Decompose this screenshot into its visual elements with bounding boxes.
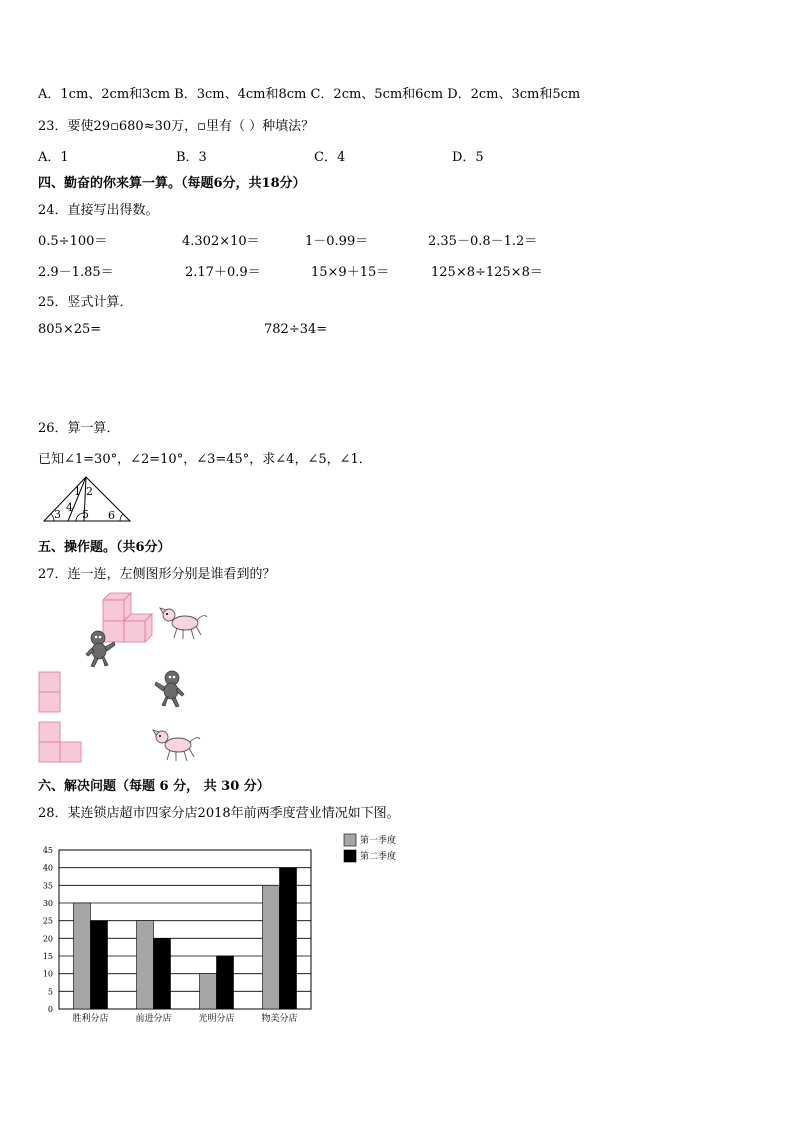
section-5-heading: 五、操作题。（共6分） <box>38 540 171 555</box>
q25-item: 782÷34= <box>264 322 328 337</box>
bar-series1 <box>137 921 154 1009</box>
q26-stem: 26．算一算． <box>38 421 120 436</box>
q25-item: 805×25= <box>38 322 102 337</box>
q24-item: 4.302×10＝ <box>182 234 260 249</box>
q23-option-c: C．4 <box>314 150 346 165</box>
x-tick-label: 物美分店 <box>261 1014 298 1024</box>
bar-series1 <box>200 974 217 1009</box>
x-tick-label: 胜利分店 <box>72 1014 109 1024</box>
dog-figure <box>152 727 202 763</box>
monkey-figure <box>152 670 186 708</box>
y-tick-label: 0 <box>47 1005 53 1014</box>
angle-label-3: 3 <box>54 508 61 521</box>
q26-given: 已知∠1=30°，∠2=10°，∠3=45°，求∠4，∠5，∠1． <box>38 452 372 467</box>
dog-figure <box>159 605 209 641</box>
angle-label-6: 6 <box>108 509 115 522</box>
q24-item: 125×8÷125×8＝ <box>431 265 543 280</box>
q24-item: 2.9－1.85＝ <box>38 265 114 280</box>
q23-option-d: D．5 <box>452 150 484 165</box>
y-tick-label: 25 <box>42 916 53 926</box>
y-tick-label: 30 <box>42 899 53 908</box>
x-tick-label: 光明分店 <box>198 1014 235 1024</box>
bar-series2 <box>217 956 234 1009</box>
angle-label-5: 5 <box>82 508 89 521</box>
x-tick-label: 前进分店 <box>135 1014 172 1024</box>
q24-item: 2.35－0.8－1.2＝ <box>428 234 538 249</box>
y-tick-label: 35 <box>42 881 53 891</box>
q27-stem: 27．连一连，左侧图形分别是谁看到的？ <box>38 567 276 582</box>
q24-item: 15×9＋15＝ <box>311 265 390 280</box>
y-tick-label: 5 <box>47 987 53 997</box>
q23-stem: 23．要使29▫680≈30万，▫里有（ ）种填法？ <box>38 119 315 134</box>
y-tick-label: 45 <box>42 846 53 855</box>
legend-swatch <box>344 834 356 846</box>
angle-label-1: 1 <box>74 485 81 498</box>
bar-series1 <box>263 885 280 1009</box>
q24-item: 2.17＋0.9＝ <box>185 265 261 280</box>
q24-stem: 24．直接写出得数。 <box>38 203 159 218</box>
bar-series2 <box>91 921 108 1009</box>
legend-swatch <box>344 850 356 862</box>
y-tick-label: 15 <box>42 952 53 961</box>
q22-options: A．1cm、2cm和3cm B．3cm、4cm和8cm C．2cm、5cm和6cm D．2cm、3cm和5cm <box>38 87 581 102</box>
section-4-heading: 四、勤奋的你来算一算。（每题6分，共18分） <box>38 176 306 191</box>
monkey-figure <box>84 630 118 668</box>
angle-label-2: 2 <box>86 485 93 498</box>
q28-stem: 28．某连锁店超市四家分店2018年前两季度营业情况如下图。 <box>38 806 400 821</box>
bar-series2 <box>280 868 297 1009</box>
q24-item: 0.5÷100＝ <box>38 234 108 249</box>
triangle-diagram <box>40 474 134 526</box>
bar-series1 <box>74 903 91 1009</box>
y-tick-label: 20 <box>42 934 53 944</box>
angle-label-4: 4 <box>66 501 73 514</box>
q25-stem: 25．竖式计算． <box>38 295 133 310</box>
q23-option-b: B．3 <box>176 150 207 165</box>
legend-label: 第二季度 <box>360 852 397 862</box>
y-tick-label: 40 <box>42 863 53 873</box>
bar-series2 <box>154 938 171 1009</box>
y-tick-label: 10 <box>42 969 53 979</box>
legend-label: 第一季度 <box>360 836 397 846</box>
q24-item: 1－0.99＝ <box>305 234 369 249</box>
bar-chart <box>30 830 420 1030</box>
view-1-shape <box>38 671 62 715</box>
section-6-heading: 六、解决问题（每题 6 分， 共 30 分） <box>38 779 270 794</box>
q23-option-a: A．1 <box>38 150 69 165</box>
view-2-shape <box>38 721 84 765</box>
